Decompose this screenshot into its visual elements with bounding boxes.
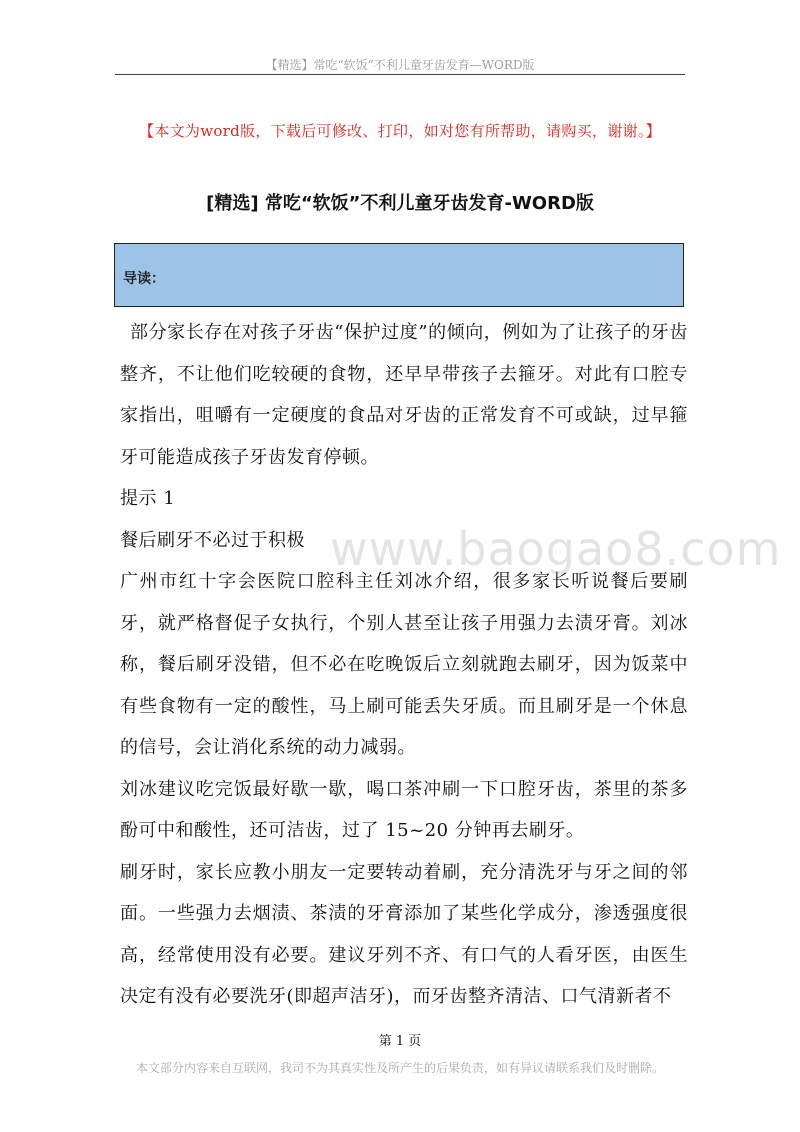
page-header: 【精选】常吃“软饭”不利儿童牙齿发育—WORD版 <box>265 58 535 72</box>
page-footer: 本文部分内容来自互联网，我司不为其真实性及所产生的后果负责，如有异议请联系我们及时删除。 <box>135 1061 664 1075</box>
paragraph: 广州市红十字会医院口腔科主任刘冰介绍，很多家长听说餐后要刷牙，就严格督促子女执行，个别人甚至让孩子用强力去渍牙膏。刘冰称，餐后刷牙没错，但不必在吃晚饭后立刻就跑去刷牙，因为饭菜中有些食物有一定的酸性，马上刷可能丢失牙质。而且刷牙是一个休息的信号，会让消化系统的动力减弱。 <box>120 571 688 758</box>
lead-label: 导读： <box>123 271 165 287</box>
paragraph-intro: 部分家长存在对孩子牙齿“保护过度”的倾向，例如为了让孩子的牙齿整齐，不让他们吃较硬的食物，还早早带孩子去箍牙。对此有口腔专家指出，咀嚼有一定硬度的食品对牙齿的正常发育不可或缺，过早箍牙可能造成孩子牙齿发育停顿。 <box>120 322 688 468</box>
lead-box <box>114 243 684 307</box>
paragraph: 刷牙时，家长应教小朋友一定要转动着刷，充分清洗牙与牙之间的邻面。一些强力去烟渍、茶渍的牙膏添加了某些化学成分，渗透强度很高，经常使用没有必要。建议牙列不齐、有口气的人看牙医，由医生决定有没有必要洗牙(即超声洁牙)，而牙齿整齐清洁、口气清新者不 <box>120 861 688 1007</box>
page-number: 第 1 页 <box>378 1034 422 1049</box>
header-divider <box>115 74 685 75</box>
paragraph: 刘冰建议吃完饭最好歇一歇，喝口茶冲刷一下口腔牙齿，茶里的茶多酚可中和酸性，还可洁齿，过了 15~20 分钟再去刷牙。 <box>120 778 688 841</box>
article-body <box>120 312 688 1018</box>
download-notice: 【本文为word版，下载后可修改、打印，如对您有所帮助，请购买，谢谢。】 <box>139 122 661 140</box>
paragraph-tip-number: 提示 1 <box>120 488 176 509</box>
paragraph-tip-heading: 餐后刷牙不必过于积极 <box>120 529 305 551</box>
document-title: [精选] 常吃“软饭”不利儿童牙齿发育-WORD版 <box>206 193 594 214</box>
watermark: www.baogao8.com <box>330 522 782 576</box>
